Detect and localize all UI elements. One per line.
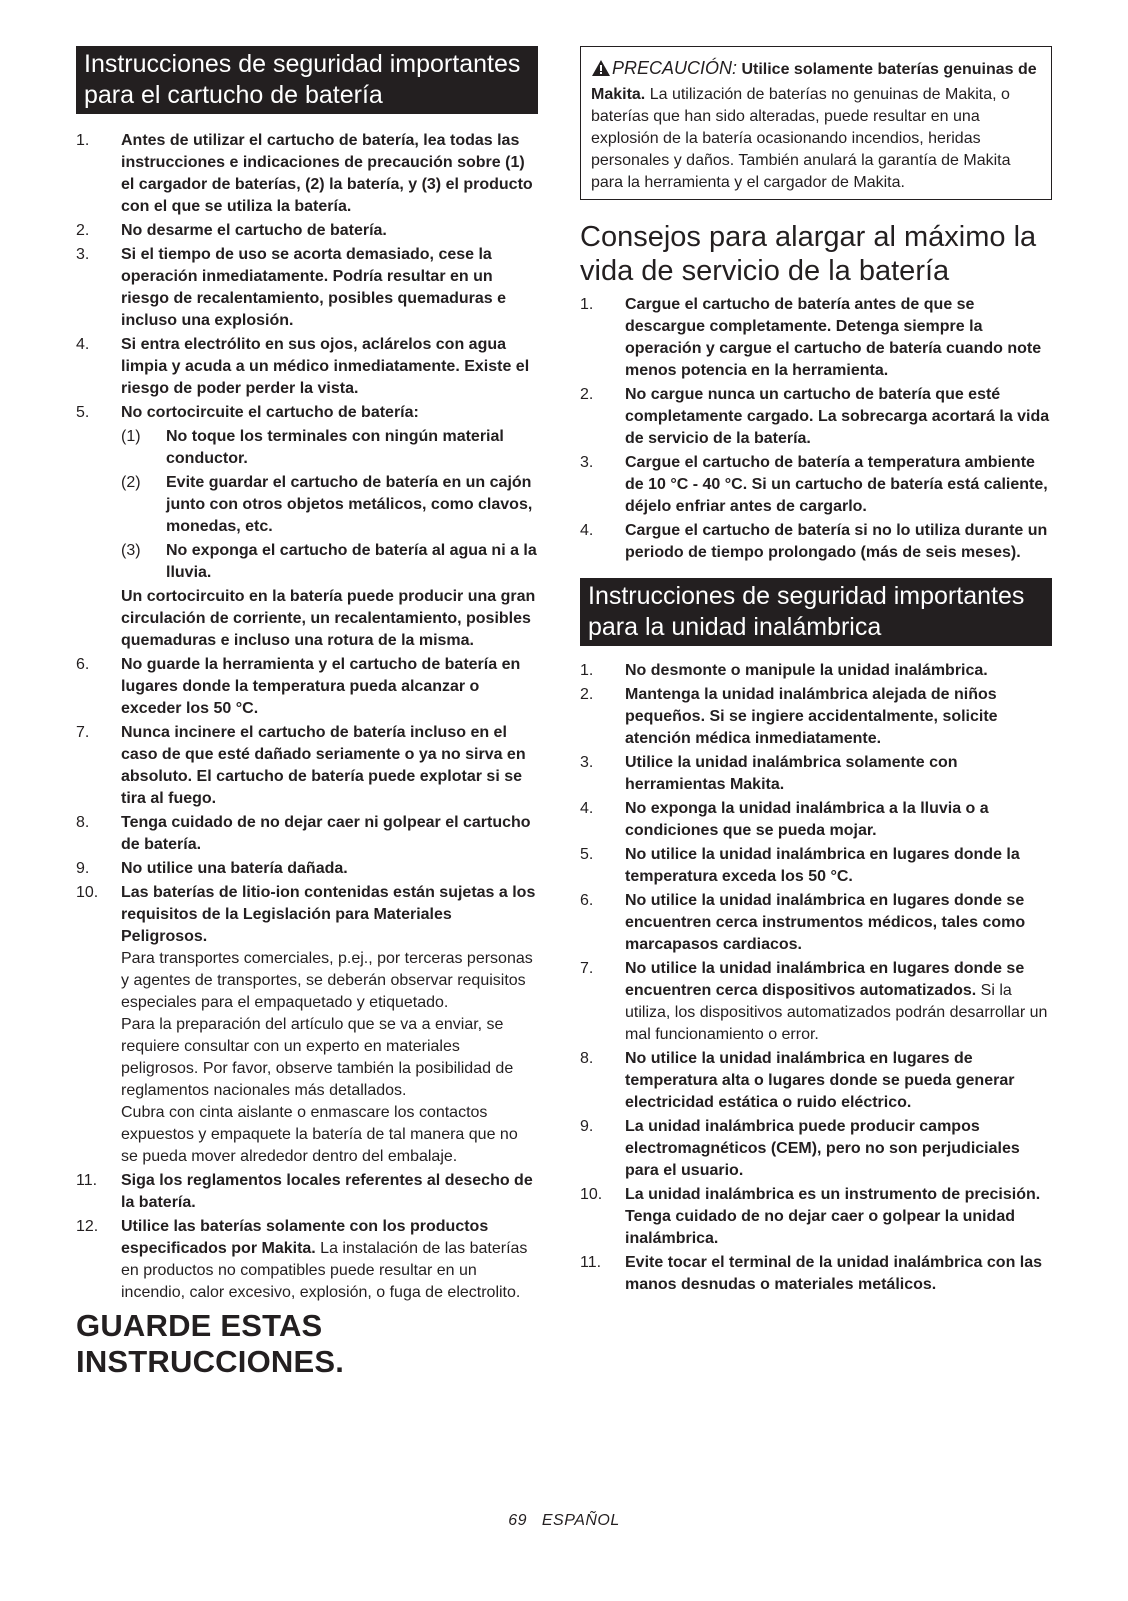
list-item xyxy=(580,520,1052,564)
item-number: 5. xyxy=(76,404,90,421)
list-item xyxy=(76,334,538,400)
item-number: 2. xyxy=(580,686,594,703)
item-number: 9. xyxy=(76,860,90,877)
caution-label: PRECAUCIÓN: xyxy=(612,58,738,78)
item-text: No utilice la unidad inalámbrica en lugares donde se encuentren cerca instrumentos médicos, tales como marcapasos cardiacos. xyxy=(625,892,1026,953)
battery-tips-title: Consejos para alargar al máximo la vida de servicio de la batería xyxy=(580,221,1037,287)
item-number: 6. xyxy=(580,892,594,909)
item-text: No cargue nunca un cartucho de batería que esté completamente cargado. La sobrecarga acortará la vida de servicio de la batería. xyxy=(625,386,1050,447)
short-circuit-note: Un cortocircuito en la batería puede producir una gran circulación de corriente, un recalentamiento, posibles quemaduras e incluso una rotura de la misma. xyxy=(121,588,536,649)
packaging-paragraph: Cubra con cinta aislante o enmascare los contactos expuestos y empaquete la batería de tal manera que no se pueda mover alrededor dentro del embalaje. xyxy=(121,1104,518,1165)
item-number: 2. xyxy=(76,222,90,239)
item-text: Nunca incinere el cartucho de batería incluso en el caso de que esté dañado seriamente o ya no sirva en absoluto. El cartucho de batería puede explotar si se tira al fuego. xyxy=(121,724,526,807)
item-text: No utilice la unidad inalámbrica en lugares de temperatura alta o lugares donde se pueda generar electricidad estática o ruido eléctrico. xyxy=(625,1050,1015,1111)
list-item xyxy=(76,722,538,810)
item-text: Las baterías de litio-ion contenidas están sujetas a los requisitos de la Legislación para Materiales Peligrosos. xyxy=(121,884,536,945)
item-number: 2. xyxy=(580,386,594,403)
item-text: No utilice una batería dañada. xyxy=(121,860,348,877)
list-item xyxy=(76,130,538,218)
list-item xyxy=(580,452,1052,518)
list-item xyxy=(76,812,538,856)
item-text: No utilice la unidad inalámbrica en lugares donde se encuentren cerca dispositivos automatizados. xyxy=(625,960,1025,999)
list-item xyxy=(580,1252,1052,1296)
item-number: 6. xyxy=(76,656,90,673)
sub-list xyxy=(121,426,538,584)
item-text: Mantenga la unidad inalámbrica alejada de niños pequeños. Si se ingiere accidentalmente, solicite atención médica inmediatamente. xyxy=(625,686,998,747)
list-item xyxy=(76,220,538,242)
page-footer xyxy=(0,1512,1128,1530)
list-item xyxy=(76,1216,538,1304)
sub-item-text: No toque los terminales con ningún material conductor. xyxy=(166,428,504,467)
sub-item-number: (1) xyxy=(121,428,141,445)
item-number: 1. xyxy=(76,132,90,149)
item-number: 1. xyxy=(580,296,594,313)
sub-item-text: No exponga el cartucho de batería al agua ni a la lluvia. xyxy=(166,542,537,581)
warning-triangle-icon xyxy=(591,59,611,84)
list-item xyxy=(580,752,1052,796)
transport-paragraph: Para transportes comerciales, p.ej., por terceras personas y agentes de transportes, se deberán observar requisitos especiales para el empaquetado y etiquetado. xyxy=(121,950,533,1011)
item-text: Si el tiempo de uso se acorta demasiado, cese la operación inmediatamente. Podría resultar en un riesgo de recalentamiento, posibles quemaduras e incluso una explosión. xyxy=(121,246,507,329)
sub-item-text: Evite guardar el cartucho de batería en un cajón junto con otros objetos metálicos, como clavos, monedas, etc. xyxy=(166,474,533,535)
right-column xyxy=(580,46,1052,1298)
item-detail: Si la utiliza, los dispositivos automatizados podrán desarrollar un mal funcionamiento o error. xyxy=(625,982,1048,1043)
item-text: Utilice las baterías solamente con los productos especificados por Makita. xyxy=(121,1218,489,1257)
item-number: 4. xyxy=(76,336,90,353)
item-number: 7. xyxy=(580,960,594,977)
battery-safety-list xyxy=(76,130,538,1304)
list-item xyxy=(76,244,538,332)
list-item xyxy=(76,882,538,1168)
preparation-paragraph: Para la preparación del artículo que se va a enviar, se requiere consultar con un experto en materiales peligrosos. Por favor, observe también la posibilidad de reglamentos nacionales más detallados. xyxy=(121,1016,514,1099)
list-item xyxy=(76,402,538,652)
item-number: 3. xyxy=(580,754,594,771)
item-text: No desmonte o manipule la unidad inalámbrica. xyxy=(625,662,988,679)
item-text: Cargue el cartucho de batería a temperatura ambiente de 10 °C - 40 °C. Si un cartucho de batería está caliente, déjelo enfriar antes de cargarlo. xyxy=(625,454,1048,515)
item-text: Cargue el cartucho de batería si no lo utiliza durante un periodo de tiempo prolongado (más de seis meses). xyxy=(625,522,1048,561)
wireless-safety-list xyxy=(580,660,1052,1296)
item-number: 7. xyxy=(76,724,90,741)
list-item xyxy=(76,858,538,880)
item-text: No utilice la unidad inalámbrica en lugares donde la temperatura exceda los 50 °C. xyxy=(625,846,1020,885)
sub-list-item xyxy=(121,472,538,538)
item-text: La unidad inalámbrica puede producir campos electromagnéticos (CEM), pero no son perjudiciales para el usuario. xyxy=(625,1118,1020,1179)
list-item xyxy=(580,660,1052,682)
item-number: 10. xyxy=(580,1186,603,1203)
sub-list-item xyxy=(121,426,538,470)
item-text: No desarme el cartucho de batería. xyxy=(121,222,387,239)
item-number: 3. xyxy=(580,454,594,471)
list-item xyxy=(580,798,1052,842)
item-number: 8. xyxy=(76,814,90,831)
item-number: 9. xyxy=(580,1118,594,1135)
item-number: 3. xyxy=(76,246,90,263)
page-number: 69 xyxy=(508,1512,528,1529)
item-text: No exponga la unidad inalámbrica a la lluvia o a condiciones que se pueda mojar. xyxy=(625,800,989,839)
save-instructions-heading: GUARDE ESTAS INSTRUCCIONES. xyxy=(76,1308,345,1379)
list-item xyxy=(580,684,1052,750)
footer-language: ESPAÑOL xyxy=(541,1512,620,1529)
item-text: Utilice la unidad inalámbrica solamente con herramientas Makita. xyxy=(625,754,958,793)
item-number: 11. xyxy=(580,1254,602,1271)
item-text: Antes de utilizar el cartucho de batería, lea todas las instrucciones e indicaciones de precaución sobre (1) el cargador de baterías, (2) la batería, y (3) el producto con el que se utiliza la batería. xyxy=(121,132,533,215)
list-item xyxy=(580,844,1052,888)
item-text: Evite tocar el terminal de la unidad inalámbrica con las manos desnudas o materiales metálicos. xyxy=(625,1254,1043,1293)
item-number: 1. xyxy=(580,662,594,679)
caution-box xyxy=(580,46,1052,200)
caution-text: La utilización de baterías no genuinas de Makita, o baterías que han sido alteradas, puede resultar en una explosión de la batería ocasionando incendios, heridas personales y daños. También anulará la garantía de Makita para la herramienta y el cargador de Makita. xyxy=(591,86,1011,191)
caution-bold-text: Utilice solamente baterías genuinas de Makita. xyxy=(591,61,1037,103)
item-text: Siga los reglamentos locales referentes al desecho de la batería. xyxy=(121,1172,533,1211)
item-text: Cargue el cartucho de batería antes de que se descargue completamente. Detenga siempre la operación y cargue el cartucho de batería cuando note menos potencia en la herramienta. xyxy=(625,296,1042,379)
item-text: La unidad inalámbrica es un instrumento de precisión. Tenga cuidado de no dejar caer o golpear la unidad inalámbrica. xyxy=(625,1186,1041,1247)
list-item xyxy=(580,1184,1052,1250)
item-detail: La instalación de las baterías en productos no compatibles puede resultar en un incendio, calor excesivo, explosión, o fuga de electrolito. xyxy=(121,1240,528,1301)
list-item xyxy=(580,1116,1052,1182)
sub-item-number: (3) xyxy=(121,542,141,559)
left-column xyxy=(76,46,538,1380)
list-item xyxy=(76,1170,538,1214)
battery-safety-header: Instrucciones de seguridad importantes para el cartucho de batería xyxy=(76,46,538,114)
list-item xyxy=(580,294,1052,382)
item-number: 4. xyxy=(580,522,594,539)
list-item xyxy=(76,654,538,720)
list-item xyxy=(580,384,1052,450)
item-text: Si entra electrólito en sus ojos, aclárelos con agua limpia y acuda a un médico inmediatamente. Existe el riesgo de poder perder la vista. xyxy=(121,336,530,397)
item-text: No guarde la herramienta y el cartucho de batería en lugares donde la temperatura pueda alcanzar o exceder los 50 °C. xyxy=(121,656,521,717)
item-number: 4. xyxy=(580,800,594,817)
wireless-safety-header: Instrucciones de seguridad importantes para la unidad inalámbrica xyxy=(580,578,1052,646)
sub-item-number: (2) xyxy=(121,474,141,491)
sub-list-item xyxy=(121,540,538,584)
item-number: 11. xyxy=(76,1172,98,1189)
list-item xyxy=(580,890,1052,956)
list-item xyxy=(580,1048,1052,1114)
item-text: No cortocircuite el cartucho de batería: xyxy=(121,404,419,421)
item-text: Tenga cuidado de no dejar caer ni golpear el cartucho de batería. xyxy=(121,814,531,853)
item-number: 12. xyxy=(76,1218,99,1235)
item-number: 5. xyxy=(580,846,594,863)
list-item xyxy=(580,958,1052,1046)
item-number: 8. xyxy=(580,1050,594,1067)
battery-tips-list xyxy=(580,294,1052,564)
item-number: 10. xyxy=(76,884,99,901)
